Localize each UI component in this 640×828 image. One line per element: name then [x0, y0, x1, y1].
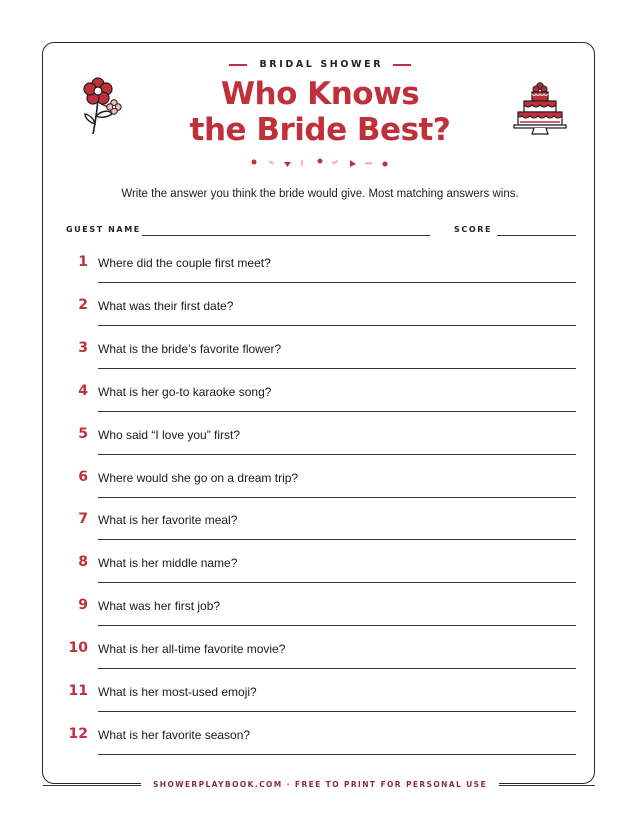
- question-text: Where would she go on a dream trip?: [98, 470, 299, 485]
- question-text: What is the bride’s favorite flower?: [98, 341, 282, 356]
- answer-line[interactable]: [98, 668, 576, 669]
- answer-line[interactable]: [98, 282, 576, 283]
- kicker: BRIDAL SHOWER: [259, 59, 384, 70]
- question-item: [66, 426, 576, 466]
- question-text: What was their first date?: [98, 298, 234, 313]
- question-item: [66, 469, 576, 509]
- score-line[interactable]: [497, 235, 576, 236]
- kicker-dash-left: [229, 64, 247, 66]
- question-number: 6: [78, 468, 88, 485]
- question-text: What is her favorite meal?: [98, 513, 238, 528]
- question-item: [66, 640, 576, 680]
- flower-icon: [80, 76, 126, 140]
- kicker-dash-right: [393, 64, 411, 66]
- title-line-1: Who Knows: [220, 76, 420, 112]
- question-number: 9: [78, 597, 88, 614]
- answer-line[interactable]: [98, 411, 576, 412]
- instructions: Write the answer you think the bride would give. Most matching answers wins.: [121, 188, 519, 200]
- footer-text: SHOWERPLAYBOOK.COM · FREE TO PRINT FOR PERSONAL USE: [141, 780, 499, 789]
- guest-name-label: GUEST NAME: [66, 225, 141, 234]
- answer-line[interactable]: [98, 454, 576, 455]
- guest-name-line[interactable]: [142, 235, 430, 236]
- question-item: [66, 254, 576, 294]
- answer-line[interactable]: [98, 539, 576, 540]
- question-text: Who said “I love you” first?: [98, 427, 241, 442]
- question-text: What is her middle name?: [98, 556, 238, 571]
- question-item: [66, 683, 576, 723]
- guest-info-row: [66, 225, 576, 239]
- question-text: What is her most-used emoji?: [98, 685, 257, 699]
- question-item: [66, 597, 576, 637]
- answer-line[interactable]: [98, 711, 576, 712]
- question-item: [66, 297, 576, 337]
- question-number: 7: [78, 511, 88, 528]
- kicker-row: [0, 59, 640, 70]
- answer-line[interactable]: [98, 582, 576, 583]
- footer-row: [0, 780, 640, 789]
- question-number: 10: [68, 640, 88, 657]
- question-number: 12: [68, 725, 88, 742]
- answer-line[interactable]: [98, 368, 576, 369]
- question-number: 1: [78, 254, 88, 270]
- question-number: 8: [78, 554, 88, 571]
- question-item: [66, 726, 576, 766]
- question-number: 3: [78, 339, 88, 356]
- answer-line[interactable]: [98, 325, 576, 326]
- answer-line[interactable]: [98, 497, 576, 498]
- answer-line[interactable]: [98, 625, 576, 626]
- confetti-decoration: [246, 156, 392, 170]
- question-text: What is her all-time favorite movie?: [98, 642, 286, 657]
- answer-line[interactable]: [98, 754, 576, 755]
- question-item: [66, 554, 576, 594]
- wedding-cake-icon: [512, 81, 568, 137]
- question-text: What is her favorite season?: [98, 727, 251, 742]
- question-text: What is her go-to karaoke song?: [98, 384, 272, 399]
- question-number: 4: [78, 382, 88, 399]
- title-line-2: the Bride Best?: [189, 112, 451, 148]
- question-number: 5: [78, 425, 88, 442]
- question-number: 2: [78, 296, 88, 313]
- question-text: Where did the couple first meet?: [98, 256, 271, 270]
- question-text: What was her first job?: [98, 599, 221, 614]
- question-item: [66, 383, 576, 423]
- score-label: SCORE: [454, 225, 493, 234]
- question-item: [66, 340, 576, 380]
- question-item: [66, 511, 576, 551]
- question-number: 11: [68, 683, 88, 699]
